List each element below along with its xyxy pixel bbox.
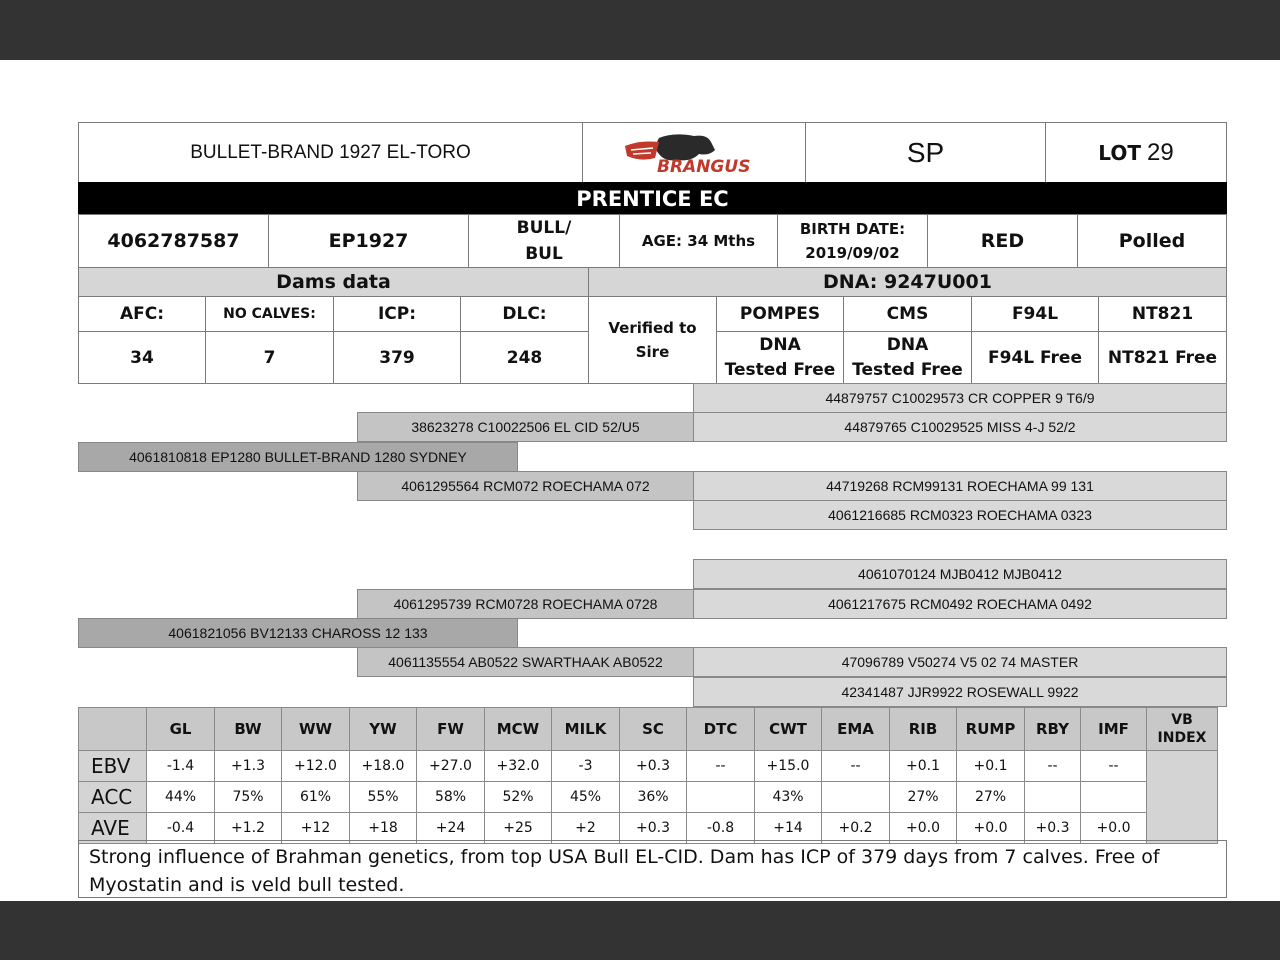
acc-cell: 55% [350,782,417,813]
top-dark-bar [0,0,1280,60]
verified-line1: Verified to [608,319,697,337]
acc-cell: 44% [147,782,215,813]
pedigree-dam-sire-dam: 4061217675 RCM0492 ROECHAMA 0492 [693,589,1227,619]
acc-cell [822,782,890,813]
ebv-cell: +15.0 [755,751,822,782]
ident-number: EP1927 [268,214,469,268]
ebv-col-vb-index [1147,708,1218,751]
code-cell: SP [805,122,1046,183]
bottom-dark-bar [0,901,1280,960]
ebv-cell: -- [687,751,755,782]
pedigree-sire-dam-dam: 4061216685 RCM0323 ROECHAMA 0323 [693,500,1227,530]
ebv-cell: -- [1025,751,1081,782]
ave-cell: +0.3 [1025,813,1081,844]
pedigree-dam: 4061821056 BV12133 CHAROSS 12 133 [78,618,518,648]
comment-box [78,840,1227,898]
dna-test-name-f94l: F94L [971,296,1099,332]
birth-date-cell [777,214,928,268]
ebv-col-rby: RBY [1025,708,1081,751]
lot-cell [1045,122,1227,183]
registration-number: 4062787587 [78,214,269,268]
ebv-col-imf: IMF [1081,708,1147,751]
dams-value-icp: 379 [333,331,461,384]
vb-index-line1: VB [1171,712,1193,728]
ave-row [79,813,1218,844]
pompes-result-line1: DNA [759,334,801,355]
cms-result-line2: Tested Free [852,359,963,380]
dna-test-result-f94l: F94L Free [971,331,1099,384]
cms-result-line1: DNA [886,334,929,355]
dna-test-result-pompes [716,331,844,384]
ebv-cell: -1.4 [147,751,215,782]
pedigree-dam-dam-dam: 42341487 JJR9922 ROSEWALL 9922 [693,677,1227,707]
ebv-col-bw: BW [215,708,282,751]
sex-cell [468,214,620,268]
pedigree-dam-dam: 4061135554 AB0522 SWARTHAAK AB0522 [357,647,694,677]
pedigree-sire-sire: 38623278 C10022506 EL CID 52/U5 [357,412,694,442]
acc-cell: 61% [282,782,350,813]
ebv-cell: +27.0 [417,751,485,782]
ebv-cell: -3 [552,751,620,782]
acc-cell [687,782,755,813]
dams-header-dlc: DLC: [460,296,589,332]
ebv-col-ww: WW [282,708,350,751]
acc-cell [1081,782,1147,813]
ebv-cell: +1.3 [215,751,282,782]
ebv-col-ema: EMA [822,708,890,751]
dna-test-result-cms [843,331,972,384]
ebv-col-milk: MILK [552,708,620,751]
ave-cell: +14 [755,813,822,844]
ebv-cell: +0.1 [890,751,957,782]
ave-cell: +12 [282,813,350,844]
dna-verified-cell [588,296,717,384]
dams-value-dlc: 248 [460,331,589,384]
dams-header-no-calves: NO CALVES: [205,296,334,332]
pedigree-dam-dam-sire: 47096789 V50274 V5 02 74 MASTER [693,647,1227,677]
ave-cell: +0.2 [822,813,890,844]
dna-test-result-nt821: NT821 Free [1098,331,1227,384]
ave-cell: +1.2 [215,813,282,844]
ebv-cell: +32.0 [485,751,552,782]
ebv-row-label: EBV [79,751,147,782]
ave-cell: -0.8 [687,813,755,844]
ave-cell: +0.0 [1081,813,1147,844]
acc-cell: 45% [552,782,620,813]
acc-cell [1025,782,1081,813]
dams-value-no-calves: 7 [205,331,334,384]
animal-name: BULLET-BRAND 1927 EL-TORO [78,122,583,183]
pedigree-sire-sire-sire: 44879757 C10029573 CR COPPER 9 T6/9 [693,383,1227,413]
ebv-row [79,751,1218,782]
pedigree-sire: 4061810818 EP1280 BULLET-BRAND 1280 SYDNEY [78,442,518,472]
birth-date-value: 2019/09/02 [805,244,900,262]
ave-cell: +0.0 [957,813,1025,844]
horn-status-cell: Polled [1077,214,1227,268]
acc-cell: 36% [620,782,687,813]
acc-cell: 75% [215,782,282,813]
dna-test-name-cms: CMS [843,296,972,332]
ebv-col-mcw: MCW [485,708,552,751]
ebv-cell: +0.1 [957,751,1025,782]
dams-data-title: Dams data [78,267,589,297]
acc-cell: 27% [957,782,1025,813]
dna-test-name-nt821: NT821 [1098,296,1227,332]
ave-cell: -0.4 [147,813,215,844]
ave-cell: +18 [350,813,417,844]
svg-text:BRANGUS: BRANGUS [657,156,751,177]
acc-row [79,782,1218,813]
ave-row-label: AVE [79,813,147,844]
pedigree-sire-sire-dam: 44879765 C10029525 MISS 4-J 52/2 [693,412,1227,442]
breeder-banner: PRENTICE EC [78,182,1227,215]
ebv-col-rib: RIB [890,708,957,751]
dams-header-afc: AFC: [78,296,206,332]
sex-line1: BULL/ [516,218,572,238]
ebv-cell: +18.0 [350,751,417,782]
dna-test-name-pompes: POMPES [716,296,844,332]
lot-number: 29 [1146,138,1174,166]
brangus-logo [582,122,806,183]
ave-cell: +24 [417,813,485,844]
ebv-table [78,707,1218,844]
ebv-col-rump: RUMP [957,708,1025,751]
vb-index-value [1147,751,1218,844]
lot-label: LOT [1098,140,1141,165]
ave-cell: +0.0 [890,813,957,844]
acc-cell: 52% [485,782,552,813]
ebv-col-yw: YW [350,708,417,751]
ebv-col-sc: SC [620,708,687,751]
vb-index-line2: INDEX [1157,730,1207,746]
comment-text: Strong influence of Brahman genetics, from top USA Bull EL-CID. Dam has ICP of 379 days from 7 calves. Free of Myostatin and is veld bull tested. [89,846,1160,896]
ave-cell: +0.3 [620,813,687,844]
ebv-col-dtc: DTC [687,708,755,751]
acc-row-label: ACC [79,782,147,813]
ebv-cell: +12.0 [282,751,350,782]
acc-cell: 27% [890,782,957,813]
pedigree-dam-sire-sire: 4061070124 MJB0412 MJB0412 [693,559,1227,589]
sex-line2: BUL [525,244,563,264]
acc-cell: 43% [755,782,822,813]
ave-cell: +25 [485,813,552,844]
pedigree-sire-dam: 4061295564 RCM072 ROECHAMA 072 [357,471,694,501]
ebv-corner [79,708,147,751]
dams-header-icp: ICP: [333,296,461,332]
ebv-header-row [79,708,1218,751]
pedigree-dam-sire: 4061295739 RCM0728 ROECHAMA 0728 [357,589,694,619]
dna-title: DNA: 9247U001 [588,267,1227,297]
ebv-cell: -- [822,751,890,782]
ebv-col-cwt: CWT [755,708,822,751]
pedigree-sire-dam-sire: 44719268 RCM99131 ROECHAMA 99 131 [693,471,1227,501]
birth-date-label: BIRTH DATE: [799,220,906,238]
ebv-col-gl: GL [147,708,215,751]
verified-line2: Sire [635,343,670,361]
ebv-col-fw: FW [417,708,485,751]
bull-logo-icon [619,128,769,178]
colour-cell: RED [927,214,1078,268]
dams-value-afc: 34 [78,331,206,384]
pompes-result-line2: Tested Free [724,359,836,380]
acc-cell: 58% [417,782,485,813]
ave-cell: +2 [552,813,620,844]
ebv-cell: +0.3 [620,751,687,782]
age-cell: AGE: 34 Mths [619,214,778,268]
ebv-cell: -- [1081,751,1147,782]
